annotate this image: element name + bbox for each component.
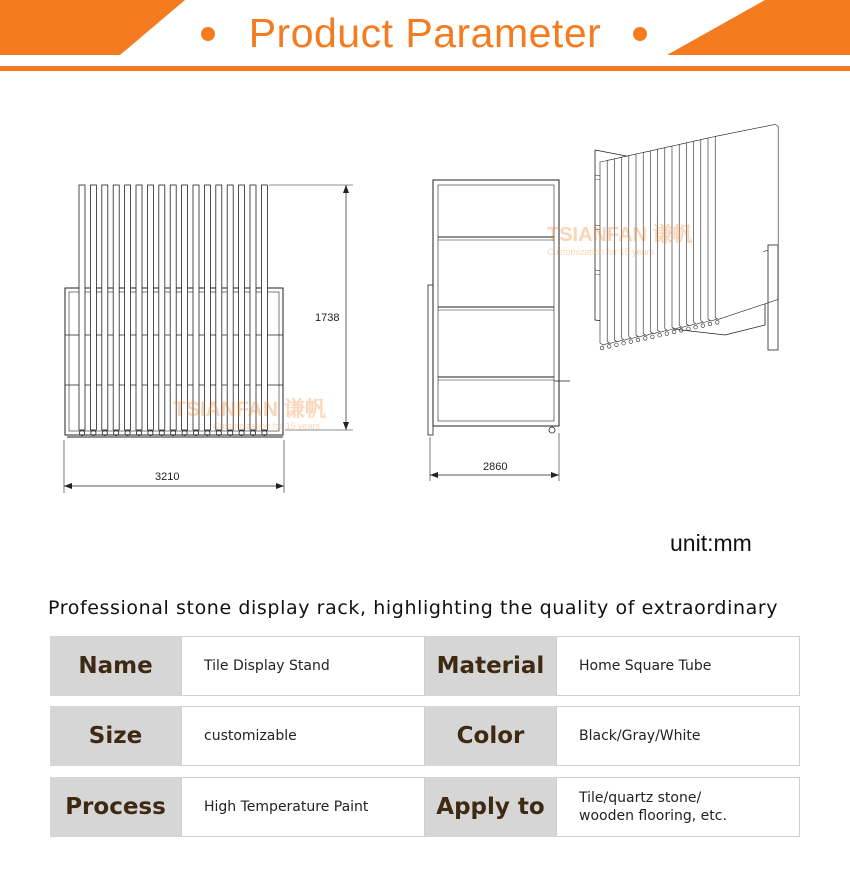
isometric-view-drawing bbox=[547, 110, 790, 395]
dimension-depth: 2860 bbox=[483, 461, 508, 473]
param-value-size: customizable bbox=[181, 706, 425, 766]
dimension-height: 1738 bbox=[315, 312, 340, 324]
param-row bbox=[50, 706, 800, 766]
param-value-material: Home Square Tube bbox=[556, 636, 800, 696]
watermark-logo: TSIANFAN 谦帆 bbox=[173, 398, 326, 421]
page-title: Product Parameter bbox=[248, 10, 602, 56]
param-row bbox=[50, 777, 800, 837]
param-value-color: Black/Gray/White bbox=[556, 706, 800, 766]
param-value-name: Tile Display Stand bbox=[181, 636, 425, 696]
param-row bbox=[50, 636, 800, 696]
watermark-tagline-iso: Customization for 15 years bbox=[547, 247, 655, 257]
product-tagline: Professional stone display rack, highlighting the quality of extraordinary bbox=[48, 597, 779, 619]
param-label-process: Process bbox=[50, 777, 181, 837]
watermark-tagline: Customization for 15 years bbox=[213, 421, 321, 431]
front-view-drawing bbox=[55, 175, 355, 495]
dimension-width: 3210 bbox=[155, 471, 180, 483]
header-rule bbox=[0, 66, 850, 71]
front-view-svg bbox=[55, 175, 355, 495]
param-label-apply-to: Apply to bbox=[425, 777, 556, 837]
header-banner bbox=[0, 0, 850, 72]
unit-label: unit:mm bbox=[670, 530, 752, 556]
param-label-color: Color bbox=[425, 706, 556, 766]
param-label-size: Size bbox=[50, 706, 181, 766]
param-label-name: Name bbox=[50, 636, 181, 696]
param-label-material: Material bbox=[425, 636, 556, 696]
param-value-process: High Temperature Paint bbox=[181, 777, 425, 837]
param-value-apply-to: Tile/quartz stone/ wooden flooring, etc. bbox=[556, 777, 800, 837]
watermark-logo-iso: TSIANFAN 谦帆 bbox=[547, 224, 693, 246]
